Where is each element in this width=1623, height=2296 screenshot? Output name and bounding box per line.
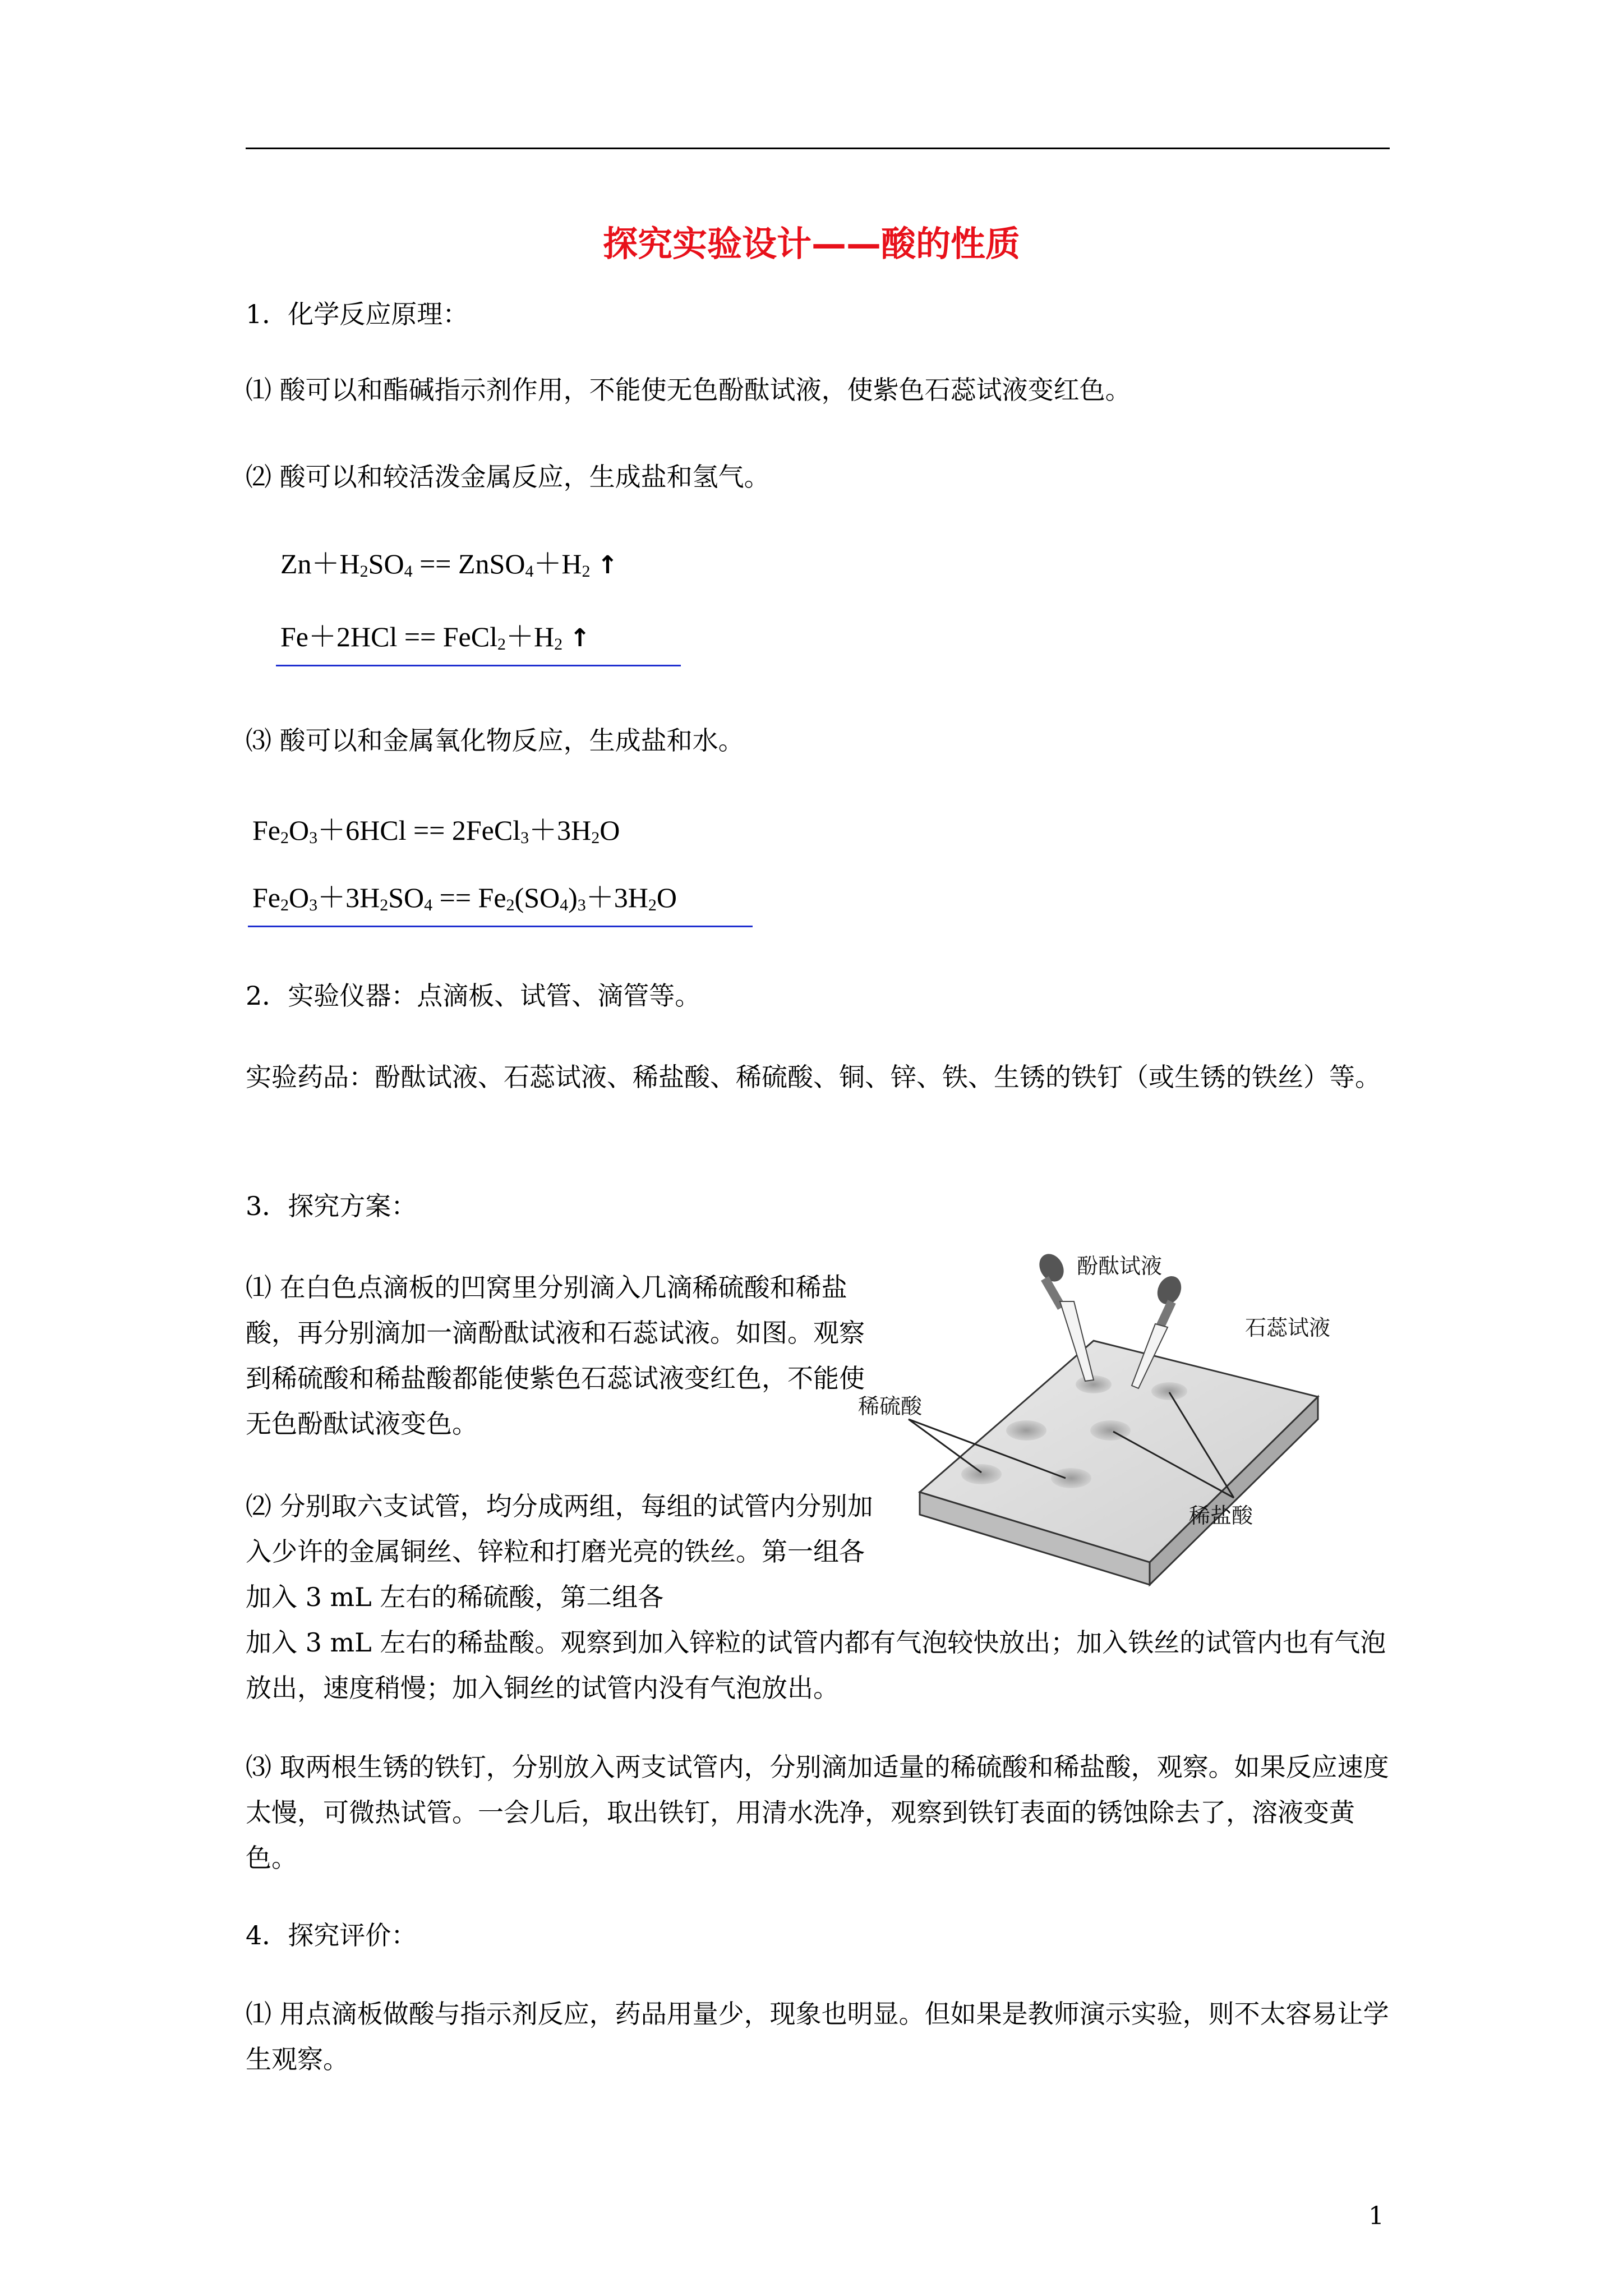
well	[1051, 1468, 1091, 1488]
section-4-heading: 4．探究评价：	[246, 1920, 417, 1950]
label-dilute-sulfuric-acid: 稀硫酸	[858, 1394, 923, 1419]
principle-2: ⑵ 酸可以和较活泼金属反应，生成盐和氢气。	[246, 462, 770, 492]
page-title: 探究实验设计——酸的性质	[602, 223, 1020, 264]
plan-step-2-part-1: ⑵ 分别取六支试管，均分成两组，每组的试管内分别加入少许的金属铜丝、锌粒和打磨光亮的铁丝。第一组各加入 3 mL 左右的稀硫酸，第二组各	[246, 1491, 873, 1612]
equation-fe-hcl: $Fe+2HCl == FeCl_2+H_2$ ↑	[280, 621, 591, 654]
plan-step-1: ⑴ 在白色点滴板的凹窝里分别滴入几滴稀硫酸和稀盐酸，再分别滴加一滴酚酞试液和石蕊试液。如图。观察到稀硫酸和稀盐酸都能使紫色石蕊试液变红色，不能使无色酚酞试液变色。	[246, 1272, 865, 1439]
principle-1: ⑴ 酸可以和酯碱指示剂作用，不能使无色酚酞试液，使紫色石蕊试液变红色。	[246, 375, 1131, 405]
equation-zn-h2so4: $Zn+H_2SO_4$ == $ZnSO_4+H_2$ ↑	[280, 548, 618, 581]
well	[1151, 1382, 1187, 1400]
section-2-heading: 2．实验仪器：点滴板、试管、滴管等。	[246, 981, 701, 1011]
underline-rule	[248, 926, 753, 927]
label-dilute-hydrochloric-acid: 稀盐酸	[1189, 1503, 1253, 1528]
equation-fe2o3-h2so4: $Fe_2O_3+3H_2SO_4 == Fe_2(SO_4)_3+3H_2O$	[252, 882, 677, 914]
pointer-line	[909, 1419, 981, 1473]
evaluation-1: ⑴ 用点滴板做酸与指示剂反应，药品用量少，现象也明显。但如果是教师演示实验，则不太容易让学生观察。	[246, 1999, 1389, 2074]
page-number: 1	[1368, 2202, 1384, 2230]
underline-rule	[276, 665, 681, 666]
plan-step-3: ⑶ 取两根生锈的铁钉，分别放入两支试管内，分别滴加适量的稀硫酸和稀盐酸，观察。如果反应速度太慢，可微热试管。一会儿后，取出铁钉，用清水洗净，观察到铁钉表面的锈蚀除去了，溶液变黄色。	[246, 1752, 1389, 1873]
section-3-heading: 3．探究方案：	[246, 1191, 417, 1221]
section-1-heading: 1．化学反应原理：	[246, 299, 469, 329]
well	[1006, 1420, 1046, 1441]
label-litmus: 石蕊试液	[1245, 1315, 1331, 1340]
well	[961, 1464, 1002, 1484]
spot-plate-figure	[858, 1251, 1363, 1588]
plan-step-2-part-2: 加入 3 mL 左右的稀盐酸。观察到加入锌粒的试管内都有气泡较快放出；加入铁丝的试管内也有气泡放出，速度稍慢；加入铜丝的试管内没有气泡放出。	[246, 1627, 1386, 1703]
label-phenolphthalein: 酚酞试液	[1077, 1254, 1163, 1278]
equation-fe2o3-hcl: $Fe_2O_3+6HCl$ == $2FeCl_3+3H_2O$	[252, 815, 620, 847]
principle-3: ⑶ 酸可以和金属氧化物反应，生成盐和水。	[246, 725, 744, 756]
gas-arrow-icon: ↑	[597, 551, 618, 579]
section-2-chemicals: 实验药品：酚酞试液、石蕊试液、稀盐酸、稀硫酸、铜、锌、铁、生锈的铁钉（或生锈的铁丝）等。	[246, 1062, 1381, 1092]
header-rule	[246, 148, 1390, 149]
gas-arrow-icon: ↑	[569, 624, 591, 652]
